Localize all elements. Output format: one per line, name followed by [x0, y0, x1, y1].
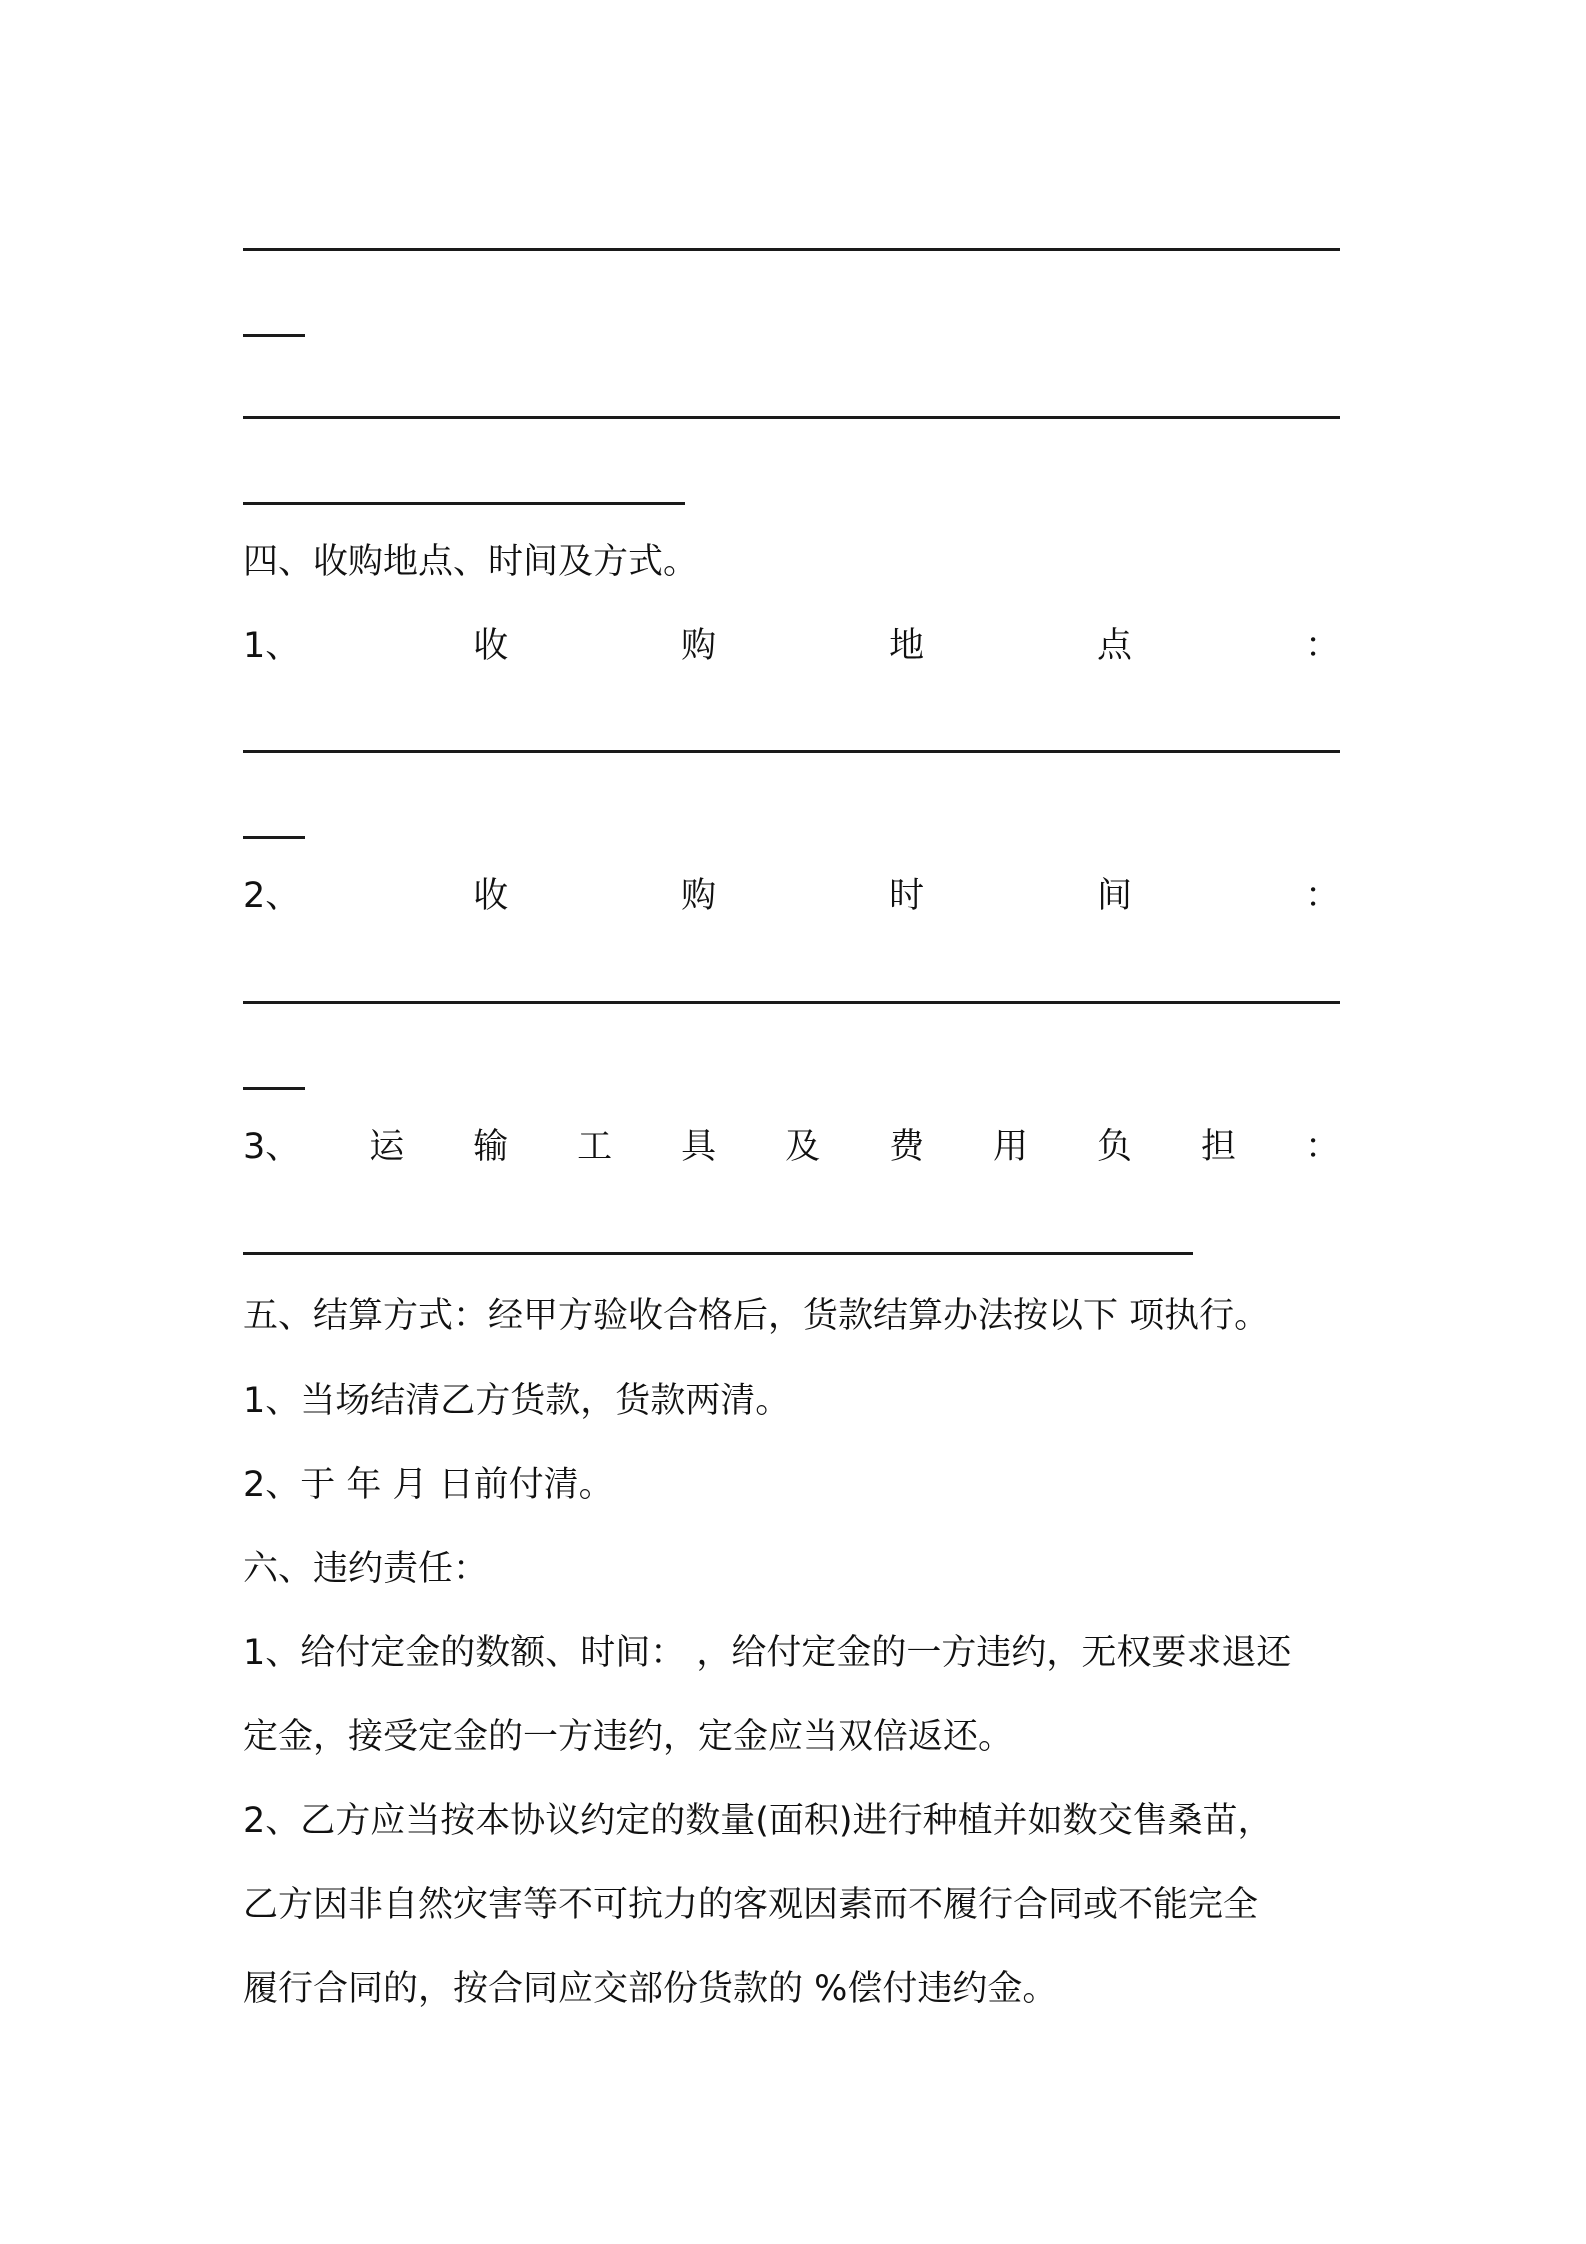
blank-fill-line [243, 1087, 305, 1090]
section-heading-4: 四、收购地点、时间及方式。 [243, 542, 699, 582]
item-4-3-char: 3、 [243, 1127, 301, 1167]
item-4-2-char: 时 [889, 876, 925, 916]
item-4-3-char: 及 [785, 1127, 821, 1167]
blank-fill-line [243, 836, 305, 839]
item-4-1-purchase-location [243, 622, 1340, 670]
blank-fill-line [243, 416, 1340, 419]
item-4-2-char: 购 [681, 876, 717, 916]
blank-fill-line [243, 1252, 1193, 1255]
item-4-3-char: 工 [577, 1127, 613, 1167]
item-6-1-line-2: 定金，接受定金的一方违约，定金应当双倍返还。 [243, 1717, 1014, 1757]
item-6-1-line-1: 1、给付定金的数额、时间： ，给付定金的一方违约，无权要求退还 [243, 1633, 1292, 1673]
item-4-1-char: 购 [681, 626, 717, 666]
item-5-2: 2、于 年 月 日前付清。 [243, 1465, 614, 1505]
item-4-2-char: ： [1304, 876, 1340, 916]
item-4-3-transport-cost [243, 1123, 1340, 1171]
blank-fill-line [243, 334, 305, 337]
item-4-3-char: 费 [889, 1127, 925, 1167]
item-4-1-char: 点 [1097, 626, 1133, 666]
item-4-1-char: ： [1304, 626, 1340, 666]
section-heading-5: 五、结算方式：经甲方验收合格后，货款结算办法按以下 项执行。 [243, 1296, 1270, 1336]
item-4-1-char: 收 [473, 626, 509, 666]
item-6-2-line-2: 乙方因非自然灾害等不可抗力的客观因素而不履行合同或不能完全 [243, 1885, 1259, 1925]
blank-fill-line [243, 750, 1340, 753]
item-4-3-char: ： [1304, 1127, 1340, 1167]
item-6-2-line-3: 履行合同的，按合同应交部份货款的 %偿付违约金。 [243, 1969, 1058, 2009]
item-4-1-char: 地 [889, 626, 925, 666]
item-4-3-char: 用 [993, 1127, 1029, 1167]
blank-fill-line [243, 502, 685, 505]
blank-fill-line [243, 1001, 1340, 1004]
item-4-2-char: 间 [1097, 876, 1133, 916]
item-4-3-char: 担 [1200, 1127, 1236, 1167]
item-4-3-char: 负 [1097, 1127, 1133, 1167]
item-6-2-line-1: 2、乙方应当按本协议约定的数量(面积)进行种植并如数交售桑苗， [243, 1801, 1273, 1841]
item-4-3-char: 输 [473, 1127, 509, 1167]
item-4-3-char: 运 [369, 1127, 405, 1167]
item-5-1: 1、当场结清乙方货款，货款两清。 [243, 1381, 791, 1421]
item-4-3-char: 具 [681, 1127, 717, 1167]
item-4-2-purchase-time [243, 872, 1340, 920]
section-heading-6: 六、违约责任： [243, 1549, 489, 1589]
blank-fill-line [243, 248, 1340, 251]
item-4-1-char: 1、 [243, 626, 301, 666]
item-4-2-char: 收 [473, 876, 509, 916]
item-4-2-char: 2、 [243, 876, 301, 916]
